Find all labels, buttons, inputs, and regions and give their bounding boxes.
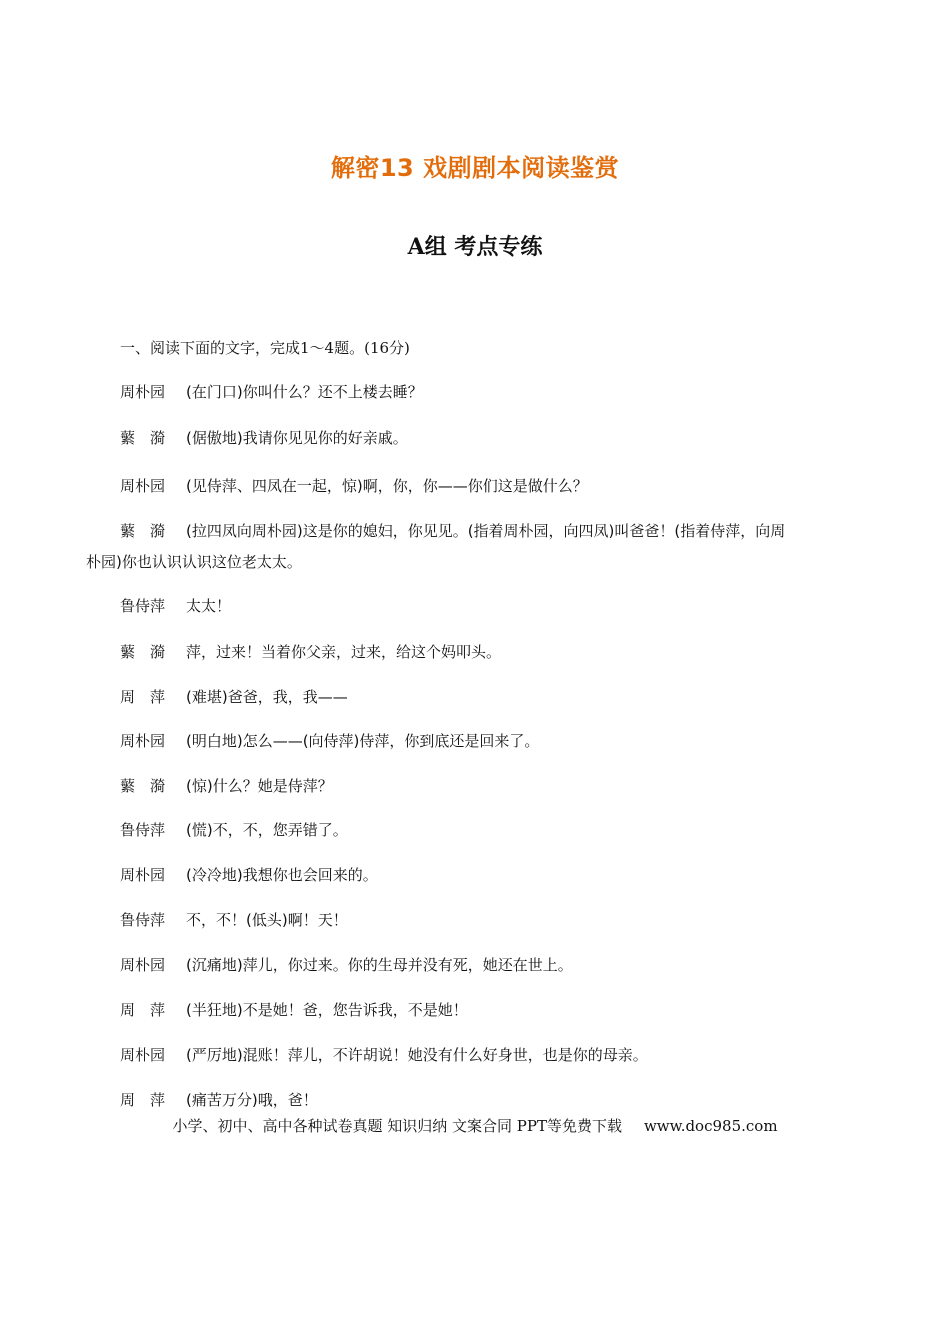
speaker: 周朴园	[120, 1046, 166, 1064]
speaker: 周 萍	[120, 1091, 166, 1109]
footer-link[interactable]: www.doc985.com	[643, 1117, 778, 1135]
dialogue-line	[120, 1045, 865, 1065]
speech: (冷冷地)我想你也会回来的。	[186, 866, 378, 884]
speech: (拉四凤向周朴园)这是你的媳妇，你见见。(指着周朴园，向四凤)叫爸爸！(指着侍萍，向周	[186, 522, 786, 540]
speech: (严厉地)混账！萍儿，不许胡说！她没有什么好身世，也是你的母亲。	[186, 1046, 648, 1064]
speaker: 蘩 漪	[120, 777, 166, 795]
dialogue-line	[120, 731, 865, 751]
dialogue-line	[120, 820, 865, 840]
speaker: 周朴园	[120, 732, 166, 750]
dialogue-line	[120, 596, 865, 616]
dialogue-line	[120, 1000, 865, 1020]
speech: 萍，过来！当着你父亲，过来，给这个妈叩头。	[186, 643, 502, 661]
dialogue-line-continuation: 朴园)你也认识认识这位老太太。	[86, 553, 302, 571]
dialogue-line	[120, 865, 865, 885]
dialogue-line	[120, 955, 865, 975]
speaker: 蘩 漪	[120, 643, 166, 661]
speaker: 周 萍	[120, 688, 166, 706]
speech: (明白地)怎么——(向侍萍)侍萍，你到底还是回来了。	[186, 732, 540, 750]
speech: (惊)什么？她是侍萍？	[186, 777, 333, 795]
page-footer	[0, 1115, 950, 1136]
dialogue-line	[120, 1090, 865, 1110]
section-subtitle: A组 考点专练	[407, 234, 543, 260]
speech: (倨傲地)我请你见见你的好亲戚。	[186, 429, 408, 447]
speaker: 蘩 漪	[120, 522, 166, 540]
speaker: 周朴园	[120, 477, 166, 495]
speech: (半狂地)不是她！爸，您告诉我，不是她！	[186, 1001, 468, 1019]
dialogue-line	[120, 521, 865, 541]
speech: (在门口)你叫什么？还不上楼去睡？	[186, 383, 423, 401]
footer-text: 小学、初中、高中各种试卷真题 知识归纳 文案合同 PPT等免费下载	[172, 1117, 622, 1135]
speaker: 鲁侍萍	[120, 821, 166, 839]
speaker: 鲁侍萍	[120, 911, 166, 929]
dialogue-line	[120, 776, 865, 796]
dialogue-line	[120, 642, 865, 662]
page-title: 解密13 戏剧剧本阅读鉴赏	[330, 154, 620, 182]
dialogue-line	[120, 476, 865, 496]
dialogue-line	[120, 382, 865, 402]
speech: 太太！	[186, 597, 232, 615]
dialogue-line	[120, 687, 865, 707]
speech: 不，不！(低头)啊！天！	[186, 911, 348, 929]
speech: (见侍萍、四凤在一起，惊)啊，你，你——你们这是做什么？	[186, 477, 588, 495]
speech: (难堪)爸爸，我，我——	[186, 688, 348, 706]
speaker: 周 萍	[120, 1001, 166, 1019]
speaker: 周朴园	[120, 956, 166, 974]
speaker: 鲁侍萍	[120, 597, 166, 615]
speaker: 蘩 漪	[120, 429, 166, 447]
speech: (痛苦万分)哦，爸！	[186, 1091, 318, 1109]
speech: (沉痛地)萍儿，你过来。你的生母并没有死，她还在世上。	[186, 956, 573, 974]
speech: (慌)不，不，您弄错了。	[186, 821, 348, 839]
dialogue-line	[120, 910, 865, 930]
speaker: 周朴园	[120, 866, 166, 884]
question-heading: 一、阅读下面的文字，完成1～4题。(16分)	[120, 339, 410, 357]
speaker: 周朴园	[120, 383, 166, 401]
dialogue-line	[120, 428, 865, 448]
